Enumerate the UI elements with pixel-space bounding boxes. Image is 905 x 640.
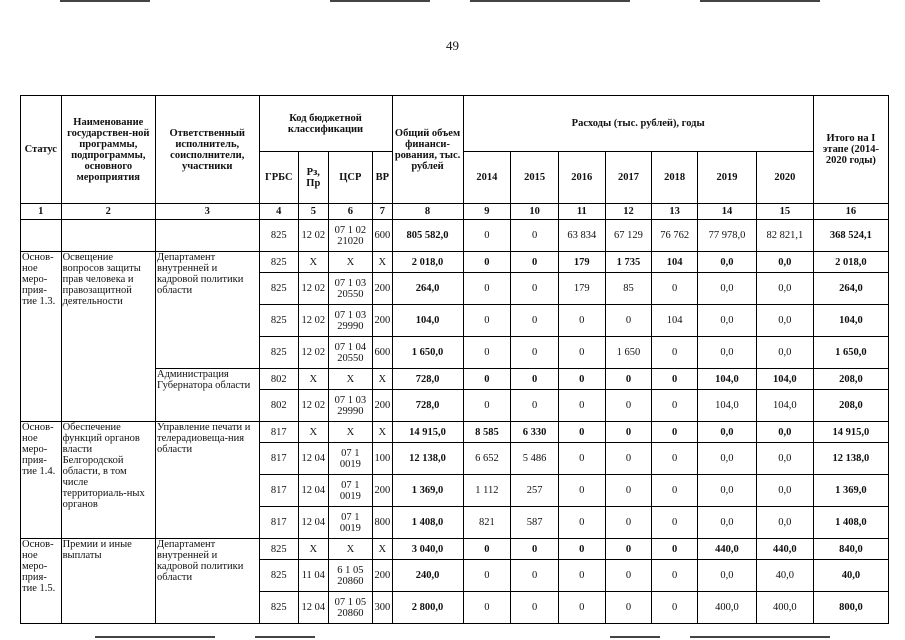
cell-stage-total: 12 138,0 xyxy=(813,443,888,475)
cell-executor: Администрация Губернатора области xyxy=(155,369,259,422)
cell-year-value: 0 xyxy=(558,539,605,560)
cell-measure-name: Освещение вопросов защиты прав человека и правозащитной деятельности xyxy=(61,252,155,422)
cell-year-value: 0 xyxy=(652,273,698,305)
cell-stage-total: 208,0 xyxy=(813,369,888,390)
column-number: 12 xyxy=(605,204,652,220)
cell-year-value: 0 xyxy=(463,592,511,624)
cell-year-value: 1 650 xyxy=(605,337,652,369)
cell-year-value: 82 821,1 xyxy=(756,220,813,252)
cell-total: 728,0 xyxy=(392,369,463,390)
bottom-scan-edge xyxy=(0,636,905,639)
cell-year-value: 0,0 xyxy=(756,475,813,507)
cell-year-value: 0 xyxy=(558,369,605,390)
cell-year-value: 0 xyxy=(558,422,605,443)
column-number: 8 xyxy=(392,204,463,220)
cell-year-value: 0,0 xyxy=(756,305,813,337)
cell-year-value: 179 xyxy=(558,273,605,305)
cell-year-value: 0,0 xyxy=(698,507,757,539)
cell-csr: 07 1 0019 xyxy=(328,507,373,539)
cell-year-value: 1 735 xyxy=(605,252,652,273)
column-number: 10 xyxy=(511,204,559,220)
header-stage-total: Итого на I этапе (2014-2020 годы) xyxy=(813,96,888,204)
cell-vr: 600 xyxy=(373,220,392,252)
cell-year-value: 257 xyxy=(511,475,559,507)
cell-year-value: 0,0 xyxy=(756,337,813,369)
cell-vr: 200 xyxy=(373,305,392,337)
cell-year-value: 0 xyxy=(652,592,698,624)
cell-grbs: 817 xyxy=(259,475,299,507)
cell-year-value: 587 xyxy=(511,507,559,539)
header-year: 2019 xyxy=(698,152,757,204)
header-year: 2020 xyxy=(756,152,813,204)
cell-year-value: 6 652 xyxy=(463,443,511,475)
cell-year-value: 1 112 xyxy=(463,475,511,507)
cell-year-value: 0,0 xyxy=(698,252,757,273)
cell-year-value: 0 xyxy=(463,220,511,252)
cell-year-value: 179 xyxy=(558,252,605,273)
cell-year-value: 0,0 xyxy=(698,273,757,305)
column-number: 11 xyxy=(558,204,605,220)
cell-grbs: 825 xyxy=(259,560,299,592)
cell-year-value: 0,0 xyxy=(698,560,757,592)
cell-grbs: 802 xyxy=(259,369,299,390)
cell-year-value: 0 xyxy=(463,390,511,422)
cell-year-value: 0 xyxy=(463,252,511,273)
column-number: 9 xyxy=(463,204,511,220)
column-number-row xyxy=(21,204,889,220)
column-number: 2 xyxy=(61,204,155,220)
cell-year-value: 0 xyxy=(463,273,511,305)
cell-total: 2 800,0 xyxy=(392,592,463,624)
header-year: 2018 xyxy=(652,152,698,204)
cell-year-value: 0 xyxy=(463,539,511,560)
table-row xyxy=(21,422,889,443)
cell-vr: 200 xyxy=(373,475,392,507)
cell-stage-total: 208,0 xyxy=(813,390,888,422)
cell-year-value: 0 xyxy=(558,390,605,422)
cell-total: 14 915,0 xyxy=(392,422,463,443)
column-number: 3 xyxy=(155,204,259,220)
header-row xyxy=(21,96,889,152)
column-number: 4 xyxy=(259,204,299,220)
cell-year-value: 0 xyxy=(511,220,559,252)
header-name: Наименование государствен-ной программы, подпрограммы, основного мероприятия xyxy=(61,96,155,204)
cell-year-value: 0 xyxy=(652,539,698,560)
column-number: 15 xyxy=(756,204,813,220)
header-expenses: Расходы (тыс. рублей), годы xyxy=(463,96,813,152)
cell-csr: 07 1 02 21020 xyxy=(328,220,373,252)
cell-year-value: 0 xyxy=(605,475,652,507)
cell-year-value: 0 xyxy=(652,507,698,539)
cell-year-value: 0 xyxy=(652,337,698,369)
column-number: 7 xyxy=(373,204,392,220)
cell-year-value: 0 xyxy=(511,252,559,273)
column-number: 1 xyxy=(21,204,62,220)
cell-year-value: 0 xyxy=(652,475,698,507)
cell-rzpr: 12 02 xyxy=(299,220,328,252)
cell-year-value: 0,0 xyxy=(698,337,757,369)
cell-csr: X xyxy=(328,252,373,273)
header-vr: ВР xyxy=(373,152,392,204)
cell-csr: 07 1 03 29990 xyxy=(328,305,373,337)
cell-year-value: 0 xyxy=(511,337,559,369)
cell-year-value: 0 xyxy=(463,337,511,369)
cell-year-value: 0 xyxy=(511,539,559,560)
cell-rzpr: X xyxy=(299,539,328,560)
cell-year-value: 0,0 xyxy=(756,252,813,273)
cell-csr: 07 1 03 20550 xyxy=(328,273,373,305)
cell-vr: X xyxy=(373,422,392,443)
cell-year-value: 0 xyxy=(605,507,652,539)
cell-executor: Управление печати и телерадиовеща-ния области xyxy=(155,422,259,539)
cell-year-value: 0,0 xyxy=(756,273,813,305)
header-csr: ЦСР xyxy=(328,152,373,204)
cell-rzpr: X xyxy=(299,422,328,443)
cell-year-value: 0 xyxy=(558,560,605,592)
cell-year-value: 104,0 xyxy=(756,369,813,390)
cell-grbs: 817 xyxy=(259,422,299,443)
header-grbs: ГРБС xyxy=(259,152,299,204)
cell-status: Основ-ное меро-прия-тие 1.3. xyxy=(21,252,62,422)
cell-total: 1 650,0 xyxy=(392,337,463,369)
cell-vr: 200 xyxy=(373,560,392,592)
cell-csr: X xyxy=(328,422,373,443)
cell-year-value: 0 xyxy=(511,560,559,592)
cell-csr: 6 1 05 20860 xyxy=(328,560,373,592)
cell-csr: 07 1 04 20550 xyxy=(328,337,373,369)
table-row xyxy=(21,220,889,252)
cell-rzpr: 12 02 xyxy=(299,390,328,422)
cell-grbs: 825 xyxy=(259,592,299,624)
budget-table xyxy=(20,95,889,624)
cell-year-value: 104,0 xyxy=(756,390,813,422)
cell-year-value: 104 xyxy=(652,305,698,337)
cell-grbs: 802 xyxy=(259,390,299,422)
cell-stage-total: 800,0 xyxy=(813,592,888,624)
cell-vr: 800 xyxy=(373,507,392,539)
cell-year-value: 0 xyxy=(605,443,652,475)
cell-csr: 07 1 05 20860 xyxy=(328,592,373,624)
cell-year-value: 5 486 xyxy=(511,443,559,475)
cell-total: 104,0 xyxy=(392,305,463,337)
cell-year-value: 63 834 xyxy=(558,220,605,252)
cell-rzpr: 12 02 xyxy=(299,305,328,337)
header-status: Статус xyxy=(21,96,62,204)
cell-grbs: 825 xyxy=(259,252,299,273)
cell-year-value: 0 xyxy=(652,443,698,475)
cell-vr: 200 xyxy=(373,390,392,422)
cell-rzpr: 12 02 xyxy=(299,337,328,369)
cell-status: Основ-ное меро-прия-тие 1.4. xyxy=(21,422,62,539)
cell-grbs: 825 xyxy=(259,273,299,305)
header-year: 2017 xyxy=(605,152,652,204)
cell-total: 240,0 xyxy=(392,560,463,592)
cell-executor: Департамент внутренней и кадровой политики области xyxy=(155,539,259,624)
cell-year-value: 40,0 xyxy=(756,560,813,592)
header-total-financing: Общий объем финанси-рования, тыс. рублей xyxy=(392,96,463,204)
cell-csr: X xyxy=(328,539,373,560)
header-budget-code: Код бюджетной классификации xyxy=(259,96,392,152)
cell-rzpr: 12 02 xyxy=(299,273,328,305)
cell-year-value: 400,0 xyxy=(756,592,813,624)
cell-year-value: 6 330 xyxy=(511,422,559,443)
cell-year-value: 8 585 xyxy=(463,422,511,443)
cell-stage-total: 264,0 xyxy=(813,273,888,305)
cell-year-value: 0 xyxy=(558,305,605,337)
cell-executor: Департамент внутренней и кадровой политики области xyxy=(155,252,259,369)
cell-total: 728,0 xyxy=(392,390,463,422)
cell-year-value: 104,0 xyxy=(698,390,757,422)
cell-year-value: 0 xyxy=(605,369,652,390)
cell-total: 1 369,0 xyxy=(392,475,463,507)
cell-year-value: 440,0 xyxy=(756,539,813,560)
header-year: 2015 xyxy=(511,152,559,204)
cell-year-value: 0 xyxy=(558,337,605,369)
cell-measure-name: Премии и иные выплаты xyxy=(61,539,155,624)
cell-stage-total: 40,0 xyxy=(813,560,888,592)
cell-total: 264,0 xyxy=(392,273,463,305)
cell-year-value: 0 xyxy=(511,592,559,624)
cell-vr: X xyxy=(373,369,392,390)
cell-year-value: 0 xyxy=(511,305,559,337)
cell-stage-total: 1 408,0 xyxy=(813,507,888,539)
cell-year-value: 67 129 xyxy=(605,220,652,252)
cell-year-value: 85 xyxy=(605,273,652,305)
cell-csr: X xyxy=(328,369,373,390)
cell-rzpr: 12 04 xyxy=(299,475,328,507)
cell-stage-total: 368 524,1 xyxy=(813,220,888,252)
cell-status: Основ-ное меро-прия-тие 1.5. xyxy=(21,539,62,624)
page-number: 49 xyxy=(446,38,459,53)
cell-year-value: 0 xyxy=(511,390,559,422)
header-rzpr: Рз, Пр xyxy=(299,152,328,204)
cell-total: 12 138,0 xyxy=(392,443,463,475)
column-number: 5 xyxy=(299,204,328,220)
cell-year-value: 0,0 xyxy=(756,507,813,539)
cell-year-value: 821 xyxy=(463,507,511,539)
header-year: 2014 xyxy=(463,152,511,204)
cell-empty xyxy=(21,220,62,252)
cell-csr: 07 1 0019 xyxy=(328,475,373,507)
cell-stage-total: 1 650,0 xyxy=(813,337,888,369)
column-number: 14 xyxy=(698,204,757,220)
cell-vr: 300 xyxy=(373,592,392,624)
cell-year-value: 0,0 xyxy=(698,443,757,475)
cell-year-value: 0,0 xyxy=(756,443,813,475)
cell-stage-total: 14 915,0 xyxy=(813,422,888,443)
cell-grbs: 825 xyxy=(259,305,299,337)
cell-rzpr: X xyxy=(299,369,328,390)
cell-empty xyxy=(155,220,259,252)
cell-year-value: 0 xyxy=(511,369,559,390)
cell-stage-total: 104,0 xyxy=(813,305,888,337)
cell-total: 3 040,0 xyxy=(392,539,463,560)
cell-year-value: 0,0 xyxy=(756,422,813,443)
cell-year-value: 0 xyxy=(605,422,652,443)
cell-measure-name: Обеспечение функций органов власти Белгородской области, в том числе территориаль-ных органов xyxy=(61,422,155,539)
cell-total: 2 018,0 xyxy=(392,252,463,273)
cell-total: 1 408,0 xyxy=(392,507,463,539)
cell-grbs: 825 xyxy=(259,337,299,369)
cell-year-value: 0 xyxy=(463,305,511,337)
cell-year-value: 0,0 xyxy=(698,422,757,443)
cell-rzpr: 12 04 xyxy=(299,443,328,475)
cell-year-value: 104,0 xyxy=(698,369,757,390)
cell-stage-total: 2 018,0 xyxy=(813,252,888,273)
cell-grbs: 817 xyxy=(259,507,299,539)
cell-year-value: 0 xyxy=(652,369,698,390)
cell-year-value: 0,0 xyxy=(698,475,757,507)
cell-rzpr: X xyxy=(299,252,328,273)
cell-year-value: 0 xyxy=(652,560,698,592)
cell-stage-total: 1 369,0 xyxy=(813,475,888,507)
cell-empty xyxy=(61,220,155,252)
cell-vr: 200 xyxy=(373,273,392,305)
cell-year-value: 104 xyxy=(652,252,698,273)
cell-year-value: 0 xyxy=(558,507,605,539)
cell-total: 805 582,0 xyxy=(392,220,463,252)
cell-vr: X xyxy=(373,252,392,273)
column-number: 13 xyxy=(652,204,698,220)
cell-year-value: 0 xyxy=(558,475,605,507)
cell-year-value: 0 xyxy=(605,592,652,624)
top-scan-edge xyxy=(0,0,905,3)
cell-rzpr: 12 04 xyxy=(299,507,328,539)
table-row xyxy=(21,252,889,273)
header-executor: Ответственный исполнитель, соисполнители, участники xyxy=(155,96,259,204)
cell-year-value: 0 xyxy=(605,560,652,592)
table-row xyxy=(21,539,889,560)
cell-year-value: 0 xyxy=(463,369,511,390)
cell-year-value: 440,0 xyxy=(698,539,757,560)
cell-year-value: 0 xyxy=(605,390,652,422)
cell-grbs: 825 xyxy=(259,539,299,560)
cell-year-value: 0 xyxy=(605,539,652,560)
column-number: 6 xyxy=(328,204,373,220)
cell-year-value: 0 xyxy=(511,273,559,305)
cell-rzpr: 12 04 xyxy=(299,592,328,624)
header-year: 2016 xyxy=(558,152,605,204)
cell-year-value: 76 762 xyxy=(652,220,698,252)
cell-vr: 600 xyxy=(373,337,392,369)
cell-csr: 07 1 0019 xyxy=(328,443,373,475)
cell-vr: X xyxy=(373,539,392,560)
cell-grbs: 825 xyxy=(259,220,299,252)
cell-year-value: 0 xyxy=(652,422,698,443)
cell-year-value: 400,0 xyxy=(698,592,757,624)
cell-year-value: 0 xyxy=(558,443,605,475)
cell-vr: 100 xyxy=(373,443,392,475)
cell-year-value: 0,0 xyxy=(698,305,757,337)
cell-year-value: 77 978,0 xyxy=(698,220,757,252)
cell-csr: 07 1 03 29990 xyxy=(328,390,373,422)
cell-year-value: 0 xyxy=(605,305,652,337)
cell-grbs: 817 xyxy=(259,443,299,475)
cell-year-value: 0 xyxy=(463,560,511,592)
cell-stage-total: 840,0 xyxy=(813,539,888,560)
cell-year-value: 0 xyxy=(558,592,605,624)
cell-rzpr: 11 04 xyxy=(299,560,328,592)
column-number: 16 xyxy=(813,204,888,220)
cell-year-value: 0 xyxy=(652,390,698,422)
